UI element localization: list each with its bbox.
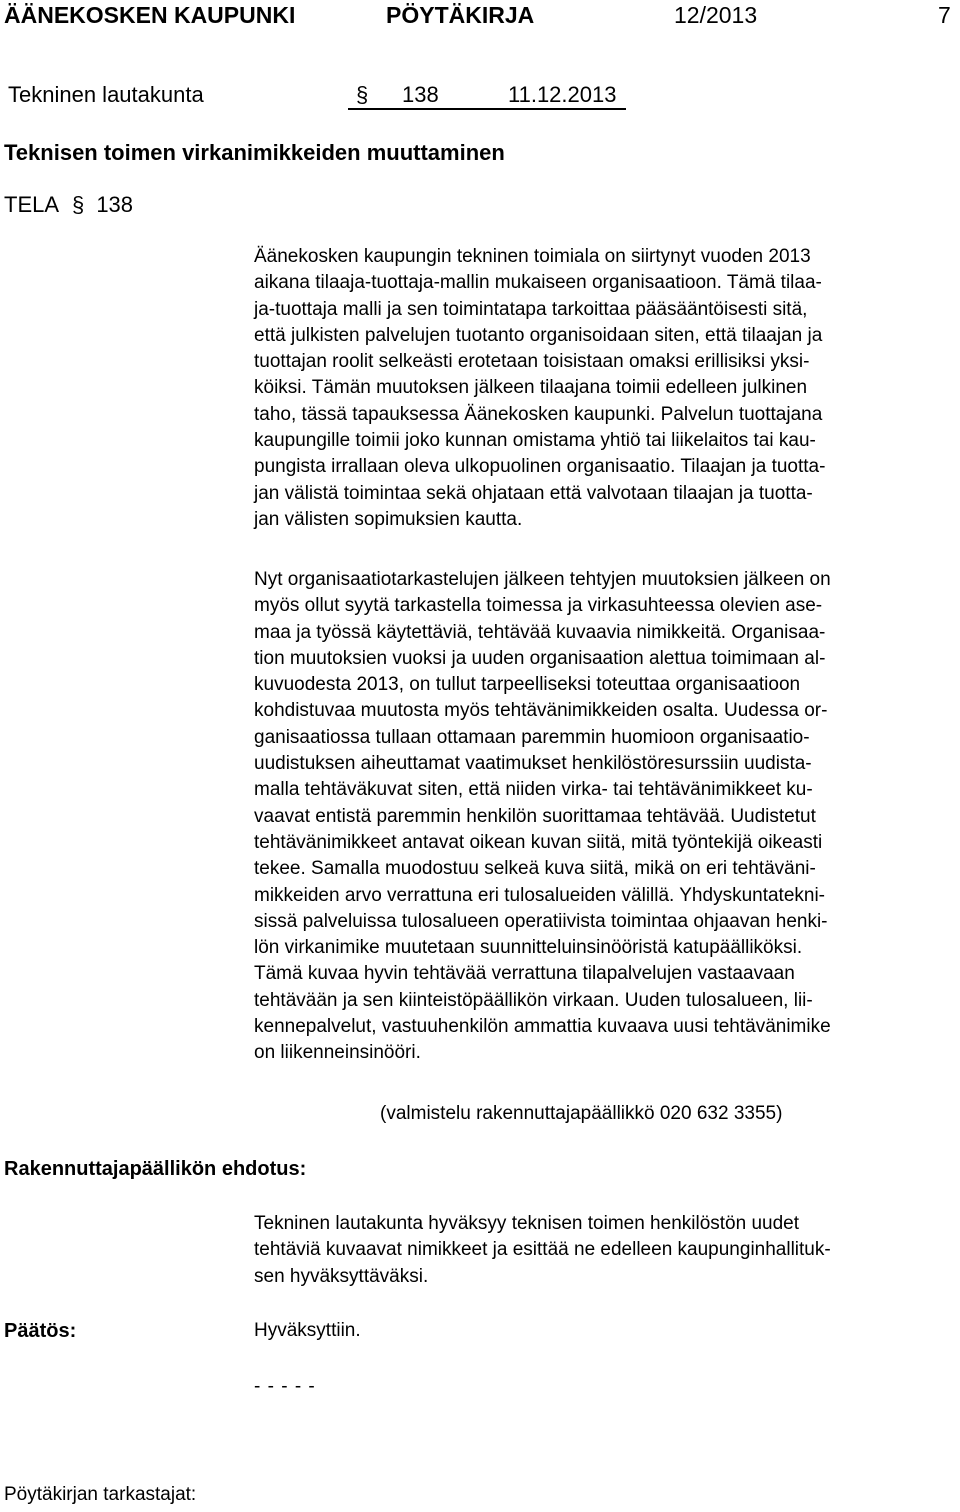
paragraph-line: köiksi. Tämän muutoksen jälkeen tilaajana toimii edelleen julkinen: [254, 377, 808, 399]
paragraph-line: aikana tilaaja-tuottaja-mallin mukaiseen organisaatioon. Tämä tilaa-: [254, 272, 822, 294]
paragraph-line: Äänekosken kaupungin tekninen toimiala on siirtynyt vuoden 2013: [254, 246, 811, 267]
paragraph-line: sen hyväksyttäväksi.: [254, 1265, 429, 1287]
meeting-date: 11.12.2013: [508, 82, 617, 107]
item-reference: [4, 192, 133, 218]
section-number: 138: [402, 82, 439, 107]
paragraph-line: taho, tässä tapauksessa Äänekosken kaupunki. Palvelun tuottajana: [254, 403, 823, 425]
paragraph-line: tehtävään ja sen kiinteistöpäällikön virkaan. Uuden tulosalueen, lii-: [254, 989, 813, 1011]
paragraph-line: Tekninen lautakunta hyväksyy teknisen toimen henkilöstön uudet: [254, 1213, 800, 1234]
paragraph-line: maa ja työssä käytettäviä, tehtävää kuvaavia nimikkeitä. Organisaa-: [254, 621, 826, 643]
issue-number: 12/2013: [674, 2, 758, 28]
paragraph-line: lön virkanimike muutetaan suunnitteluinsinööristä katupäälliköksi.: [254, 937, 803, 959]
paragraph-line: uudistuksen aiheuttamat vaatimukset henkilöstöresurssiin uudista-: [254, 753, 812, 775]
paragraph-line: ja-tuottaja malli ja sen toimintatapa tarkoittaa pääsääntöisesti sitä,: [254, 298, 808, 320]
document-type: PÖYTÄKIRJA: [386, 2, 535, 28]
reviewers-label: Pöytäkirjan tarkastajat:: [4, 1484, 197, 1505]
paragraph-line: on liikenneinsinööri.: [254, 1042, 421, 1064]
reference-prefix: TELA: [4, 192, 58, 217]
paragraph-line: malla tehtäväkuvat siten, että niiden virka- tai tehtävänimikkeet ku-: [254, 779, 813, 801]
paragraph-line: pungista irrallaan oleva ulkopuolinen organisaatio. Tilaajan ja tuotta-: [254, 456, 826, 478]
paragraph-line: myös ollut syytä tarkastella toimessa ja virkasuhteessa olevien ase-: [254, 595, 823, 617]
paragraph-line: kaupungille toimii joko kunnan omistama yhtiö tai liikelaitos tai kau-: [254, 430, 816, 452]
paragraph-line: jan välistä toimintaa sekä ohjataan että valvotaan tilaajan ja tuotta-: [254, 482, 813, 504]
paragraph-line: vaavat entistä paremmin henkilön suorittamaa tehtävää. Uudistetut: [254, 805, 816, 827]
paragraph-line: Nyt organisaatiotarkastelujen jälkeen tehtyjen muutoksien jälkeen on: [254, 569, 831, 590]
reference-number: 138: [96, 192, 134, 217]
paragraph-line: ganisaatiossa tullaan ottamaan paremmin huomioon organisaatio-: [254, 726, 810, 748]
item-title: Teknisen toimen virkanimikkeiden muuttaminen: [4, 140, 505, 165]
paragraph-line: Tämä kuvaa hyvin tehtävää verrattuna tilapalvelujen vastaavaan: [254, 963, 795, 985]
proposal-text: [254, 1211, 954, 1290]
paragraph-line: mikkeiden arvo verrattuna eri tulosalueiden välillä. Yhdyskuntatekni-: [254, 884, 826, 906]
paragraph-line: kennepalvelut, vastuuhenkilön ammattia kuvaava uusi tehtävänimike: [254, 1016, 831, 1038]
proposal-label: Rakennuttajapäällikön ehdotus:: [4, 1158, 307, 1180]
city-name: ÄÄNEKOSKEN KAUPUNKI: [4, 2, 296, 28]
body-paragraph-1: [254, 244, 954, 533]
paragraph-line: tehtäviä kuvaavat nimikkeet ja esittää ne edelleen kaupunginhallituk-: [254, 1239, 831, 1261]
page-number: 7: [938, 2, 951, 28]
paragraph-line: jan välisten sopimuksien kautta.: [254, 508, 523, 530]
paragraph-line: tehtävänimikkeet antavat oikean kuvan siitä, mitä työntekijä oikeasti: [254, 831, 823, 853]
paragraph-line: tekee. Samalla muodostuu selkeä kuva siitä, mikä on eri tehtäväni-: [254, 858, 816, 880]
paragraph-line: sissä palveluissa tulosalueen operatiivista toimintaa ohjaavan henki-: [254, 910, 828, 932]
paragraph-line: tuottajan roolit selkeästi erotetaan toisistaan omaksi erillisiksi yksi-: [254, 351, 810, 373]
preparer-note: (valmistelu rakennuttajapäällikkö 020 632 3355): [380, 1103, 783, 1124]
section-symbol: §: [356, 82, 369, 107]
reference-symbol: §: [71, 192, 85, 217]
decision-text: Hyväksyttiin.: [254, 1320, 361, 1341]
board-name: Tekninen lautakunta: [8, 82, 204, 107]
paragraph-line: tion muutoksien vuoksi ja uuden organisaation alettua toimimaan al-: [254, 647, 826, 669]
decision-label: Päätös:: [4, 1320, 77, 1342]
separator-dashes: - - - - -: [254, 1376, 316, 1397]
paragraph-line: kuvuodesta 2013, on tullut tarpeelliseksi toteuttaa organisaatioon: [254, 674, 801, 696]
body-paragraph-2: [254, 567, 954, 1067]
paragraph-line: kohdistuvaa muutosta myös tehtävänimikkeiden osalta. Uudessa or-: [254, 700, 828, 722]
paragraph-line: että julkisten palvelujen tuotanto organisoidaan siten, että tilaajan ja: [254, 324, 823, 346]
